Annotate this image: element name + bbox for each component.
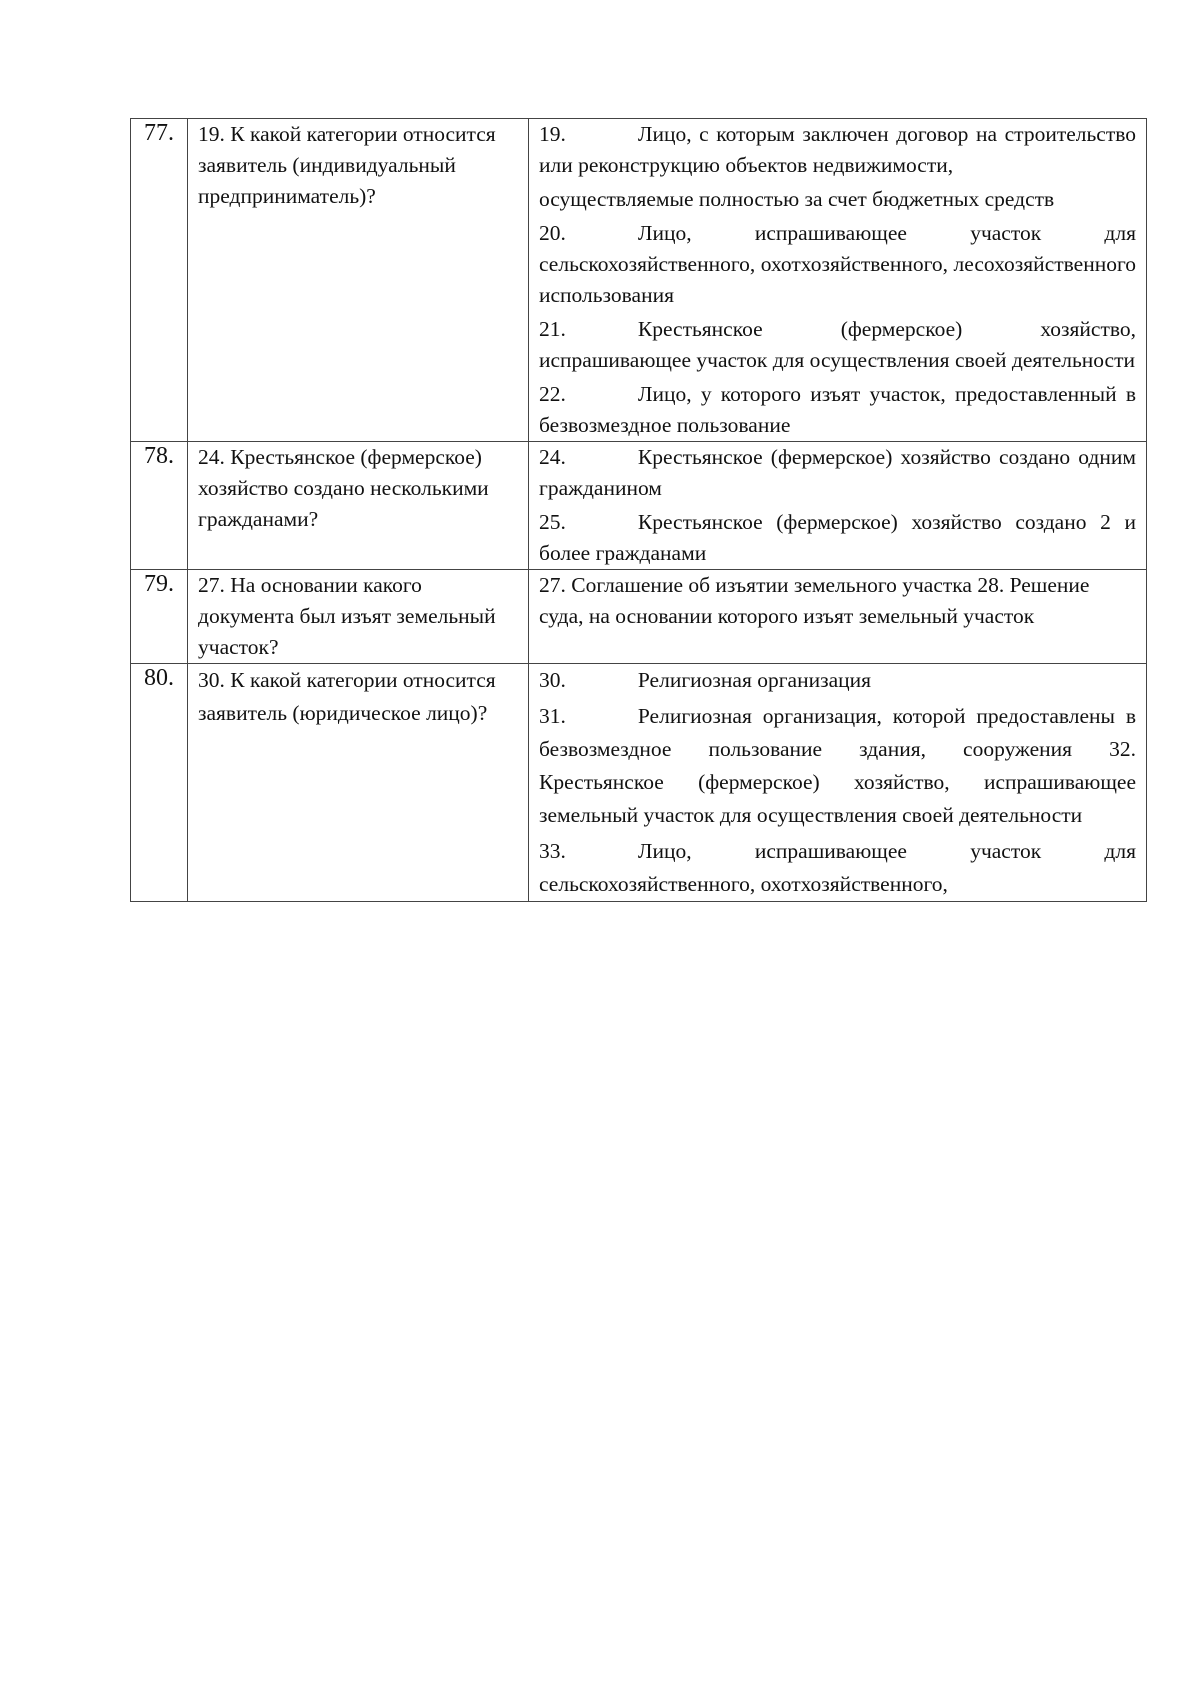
answer-text: Крестьянское (фермерское) хозяйство, испрашивающее участок для осуществления своей деятельности	[539, 317, 1136, 372]
answer-item	[539, 700, 1136, 832]
answer-text: Лицо, испрашивающее участок для сельскохозяйственного, охотхозяйственного, лесохозяйственного использования	[539, 221, 1136, 307]
answer-item	[539, 570, 1136, 632]
answer-item	[539, 442, 1136, 504]
answer-item	[539, 835, 1136, 901]
answer-item	[539, 314, 1136, 376]
answer-text: Крестьянское (фермерское) хозяйство создано 2 и более гражданами	[539, 510, 1136, 565]
question-text: 24. Крестьянское (фермерское) хозяйство создано несколькими гражданами?	[198, 445, 489, 531]
answer-text: Лицо, испрашивающее участок для сельскохозяйственного, охотхозяйственного,	[539, 839, 1136, 896]
question-cell	[188, 570, 529, 664]
answer-number: 21.	[539, 317, 566, 341]
table-row	[131, 119, 1147, 442]
question-cell	[188, 442, 529, 570]
answer-item	[539, 119, 1136, 181]
table-row	[131, 664, 1147, 902]
answer-number: 24.	[539, 445, 566, 469]
answers-cell	[529, 664, 1147, 902]
row-number: 77.	[131, 119, 188, 442]
answers-cell	[529, 570, 1147, 664]
answer-text: Религиозная организация, которой предоставлены в безвозмездное пользование здания, сооружения 32. Крестьянское (фермерское) хозяйство, испрашивающее земельный участок для осуществления своей деятельности	[539, 704, 1136, 827]
question-text: 30. К какой категории относится заявитель (юридическое лицо)?	[198, 668, 496, 725]
answer-text: Религиозная организация	[637, 668, 872, 692]
answer-number: 19.	[539, 122, 566, 146]
answer-number: 22.	[539, 382, 566, 406]
question-cell	[188, 664, 529, 902]
answer-item	[539, 379, 1136, 441]
question-cell	[188, 119, 529, 442]
answer-text: осуществляемые полностью за счет бюджетных средств	[539, 187, 1055, 211]
table-row	[131, 570, 1147, 664]
answer-number: 20.	[539, 221, 566, 245]
answers-cell	[529, 442, 1147, 570]
questions-table	[130, 118, 1147, 902]
answer-item	[539, 218, 1136, 311]
row-number: 80.	[131, 664, 188, 902]
answer-number: 33.	[539, 839, 566, 863]
answer-number: 31.	[539, 704, 566, 728]
table-row	[131, 442, 1147, 570]
answer-item	[539, 664, 1136, 697]
answer-text: Лицо, с которым заключен договор на строительство или реконструкцию объектов недвижимости,	[539, 122, 1136, 177]
answer-text: Крестьянское (фермерское) хозяйство создано одним гражданином	[539, 445, 1136, 500]
question-text: 19. К какой категории относится заявитель (индивидуальный предприниматель)?	[198, 122, 496, 208]
answer-item	[539, 507, 1136, 569]
answer-text: 27. Соглашение об изъятии земельного участка 28. Решение суда, на основании которого изъят земельный участок	[539, 573, 1090, 628]
answer-text: Лицо, у которого изъят участок, предоставленный в безвозмездное пользование	[539, 382, 1136, 437]
row-number: 79.	[131, 570, 188, 664]
answer-number: 30.	[539, 668, 566, 692]
answer-item	[539, 184, 1136, 215]
row-number: 78.	[131, 442, 188, 570]
question-text: 27. На основании какого документа был изъят земельный участок?	[198, 573, 496, 659]
answer-number: 25.	[539, 510, 566, 534]
answers-cell	[529, 119, 1147, 442]
